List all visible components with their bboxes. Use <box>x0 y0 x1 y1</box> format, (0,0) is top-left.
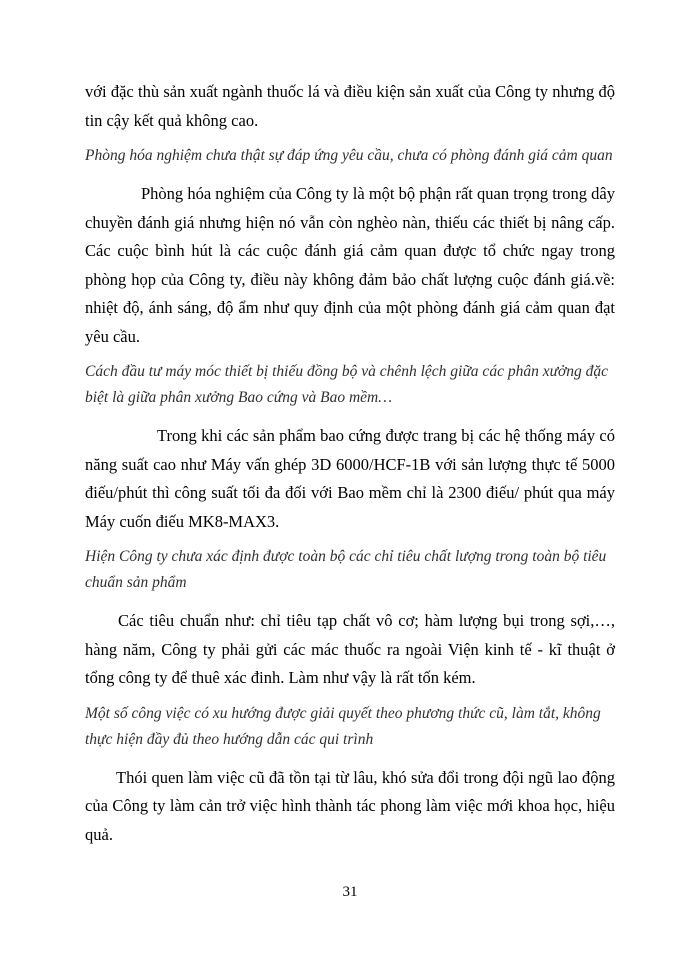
page-number: 31 <box>342 884 358 900</box>
paragraph-lab: Phòng hóa nghiệm của Công ty là một bộ phận rất quan trọng trong dây chuyền đánh giá nhưng hiện nó vẫn còn nghèo nàn, thiếu các thiết bị nâng cấp. Các cuộc bình hút là các cuộc đánh giá cảm quan được tổ chức ngay trong phòng họp của Công ty, điều này không đảm bảo chất lượng cuộc đánh giá.về: nhiệt độ, ánh sáng, độ ẩm như quy định của một phòng đánh giá cảm quan đạt yêu cầu. <box>85 184 615 346</box>
paragraph-continuation: với đặc thù sản xuất ngành thuốc lá và điều kiện sản xuất của Công ty nhưng độ tin cậy kết quả không cao. <box>85 82 615 130</box>
paragraph-standards: Các tiêu chuẩn như: chỉ tiêu tạp chất vô cơ; hàm lượng bụi trong sợi,…, hàng năm, Công ty phải gửi các mác thuốc ra ngoài Viện kinh tế - kĩ thuật ở tổng công ty để thuê xác đinh. Làm như vậy là rất tốn kém. <box>85 611 615 687</box>
section-heading-lab: Phòng hóa nghiệm chưa thật sự đáp ứng yêu cầu, chưa có phòng đánh giá cảm quan <box>85 147 613 164</box>
paragraph-work-habits: Thói quen làm việc cũ đã tồn tại từ lâu, khó sửa đổi trong đội ngũ lao động của Công ty làm cản trở việc hình thành tác phong làm việc mới khoa học, hiệu quả. <box>85 767 615 844</box>
section-heading-work-habits: Một số công việc có xu hướng được giải quyết theo phương thức cũ, làm tắt, không thực hiện đầy đủ theo hướng dẫn các qui trình <box>85 704 601 748</box>
page-content <box>85 78 615 849</box>
section-heading-equipment: Cách đầu tư máy móc thiết bị thiếu đồng bộ và chênh lệch giữa các phân xưởng đặc biệt là giữa phân xưởng Bao cứng và Bao mềm… <box>85 363 609 406</box>
section-heading-standards: Hiện Công ty chưa xác định được toàn bộ các chỉ tiêu chất lượng trong toàn bộ tiêu chuẩn sản phẩm <box>85 548 607 591</box>
paragraph-equipment: Trong khi các sản phẩm bao cứng được trang bị các hệ thống máy có năng suất cao như Máy vấn ghép 3D 6000/HCF-1B với sản lượng thực tế 5000 điếu/phút thì công suất tối đa đối với Bao mềm chỉ là 2300 điếu/ phút qua máy Máy cuốn điếu MK8-MAX3. <box>85 426 615 531</box>
